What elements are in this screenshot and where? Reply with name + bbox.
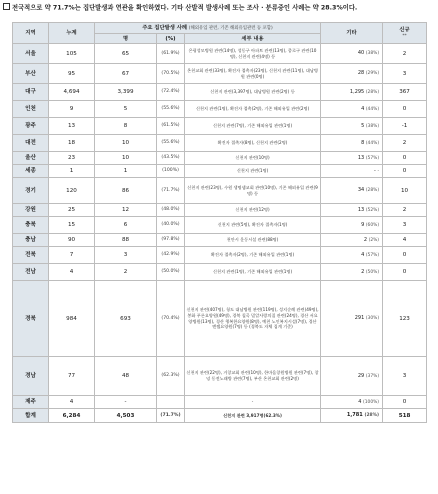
detail-cell: 신천지 관련(5명), 확진자 접촉자(1명) bbox=[185, 217, 321, 234]
etc-count: 8 bbox=[361, 139, 365, 146]
total-row bbox=[13, 409, 427, 423]
etc-cell bbox=[321, 281, 383, 357]
new-cases-cell: 518 bbox=[383, 409, 427, 423]
header-major-cases bbox=[95, 23, 321, 34]
detail-cell: 신천지 관련(3,397명), 대남병원 관련(2명) 등 bbox=[185, 84, 321, 101]
cumulative-cell: 25 bbox=[49, 204, 95, 217]
table-row bbox=[13, 101, 427, 118]
cluster-percent-cell bbox=[157, 396, 185, 409]
etc-percent: (28%) bbox=[364, 413, 380, 418]
table-row bbox=[13, 44, 427, 64]
detail-cell: 신천지 관련(22명), 거창교회 관련(10명), 한마음창원병원 관련(7명), 창녕 동전노래방 관련(7명), 부산 온천교회 관련(2명) bbox=[185, 357, 321, 396]
etc-percent: (37%) bbox=[365, 373, 380, 379]
region-cell: 충북 bbox=[13, 217, 49, 234]
region-cell: 세종 bbox=[13, 165, 49, 178]
cluster-count-cell: 10 bbox=[95, 152, 157, 165]
etc-percent: (29%) bbox=[365, 71, 380, 76]
cumulative-cell: 4 bbox=[49, 264, 95, 281]
caption-text: 전국적으로 약 71.7%는 집단발생과 연관을 확인하였다. 기타 산발적 발생사례 또는 조사 · 분류중인 사례는 약 28.3%이다. bbox=[12, 4, 358, 12]
etc-percent: (57%) bbox=[365, 252, 380, 258]
etc-count: 29 bbox=[357, 372, 365, 379]
detail-cell: 온천교회 관련(33명), 확진자 접촉자(23명), 신천지 관련(11명), 대남병원 관련(0명) bbox=[185, 64, 321, 84]
etc-cell bbox=[321, 217, 383, 234]
new-cases-cell: 10 bbox=[383, 178, 427, 204]
cluster-count-cell: 4,503 bbox=[95, 409, 157, 423]
table-row bbox=[13, 165, 427, 178]
region-cell: 대전 bbox=[13, 135, 49, 152]
etc-count: 2 bbox=[363, 236, 368, 243]
table-row bbox=[13, 357, 427, 396]
detail-cell: 신천지 관련(12명) bbox=[185, 204, 321, 217]
table-row bbox=[13, 234, 427, 247]
new-cases-cell: 4 bbox=[383, 234, 427, 247]
etc-count: - bbox=[374, 167, 376, 174]
etc-count: 28 bbox=[357, 70, 365, 76]
detail-cell: 신천지 관련(1명) bbox=[185, 165, 321, 178]
cluster-count-cell: 3 bbox=[95, 247, 157, 264]
new-cases-cell: 0 bbox=[383, 247, 427, 264]
etc-count: 5 bbox=[361, 122, 365, 129]
region-cell: 강원 bbox=[13, 204, 49, 217]
cluster-percent-cell: (71.7%) bbox=[157, 178, 185, 204]
etc-percent: (28%) bbox=[365, 188, 380, 193]
etc-cell bbox=[321, 118, 383, 135]
region-cell: 인천 bbox=[13, 101, 49, 118]
cluster-percent-cell: (70.4%) bbox=[157, 281, 185, 357]
detail-cell: - bbox=[185, 396, 321, 409]
cluster-percent-cell: (50.0%) bbox=[157, 264, 185, 281]
etc-cell bbox=[321, 178, 383, 204]
etc-percent: (38%) bbox=[365, 51, 380, 56]
region-cell: 대구 bbox=[13, 84, 49, 101]
cluster-count-cell: 2 bbox=[95, 264, 157, 281]
region-cell: 경북 bbox=[13, 281, 49, 357]
region-cell: 충남 bbox=[13, 234, 49, 247]
new-cases-cell: 2 bbox=[383, 135, 427, 152]
cumulative-cell: 77 bbox=[49, 357, 95, 396]
etc-percent: (44%) bbox=[365, 140, 380, 146]
header-etc: 기타 bbox=[321, 23, 383, 44]
cluster-percent-cell: (61.9%) bbox=[157, 44, 185, 64]
new-cases-cell: 2 bbox=[383, 204, 427, 217]
table-row bbox=[13, 281, 427, 357]
cluster-percent-cell: (40.0%) bbox=[157, 217, 185, 234]
header-new bbox=[383, 23, 427, 44]
table-row bbox=[13, 118, 427, 135]
cluster-count-cell: 65 bbox=[95, 44, 157, 64]
region-cell: 전남 bbox=[13, 264, 49, 281]
cluster-count-cell: 48 bbox=[95, 357, 157, 396]
cluster-count-cell: 10 bbox=[95, 135, 157, 152]
cluster-count-cell: 8 bbox=[95, 118, 157, 135]
cluster-count-cell: - bbox=[95, 396, 157, 409]
detail-cell: 신천지 관련(1명), 기존 해외유입 관련(1명) bbox=[185, 264, 321, 281]
new-cases-cell: 3 bbox=[383, 217, 427, 234]
new-cases-cell: 0 bbox=[383, 101, 427, 118]
cumulative-cell: 1 bbox=[49, 165, 95, 178]
header-major-subtitle: (해외유입 관련, 기존 해외유입관련 등 포함) bbox=[188, 25, 273, 31]
region-cell: 합계 bbox=[13, 409, 49, 423]
detail-cell: 확진자 접촉자(8명), 신천지 관련(2명) bbox=[185, 135, 321, 152]
etc-percent: (2%) bbox=[368, 237, 380, 243]
cluster-count-cell: 1 bbox=[95, 165, 157, 178]
table-row bbox=[13, 264, 427, 281]
cumulative-cell: 6,284 bbox=[49, 409, 95, 423]
etc-cell bbox=[321, 247, 383, 264]
table-row bbox=[13, 84, 427, 101]
etc-cell bbox=[321, 204, 383, 217]
header-detail: 세부 내용 bbox=[185, 34, 321, 44]
detail-cell: 신천지 관련(7명), 기존 해외유입 관련(1명) bbox=[185, 118, 321, 135]
etc-percent: (38%) bbox=[365, 123, 380, 129]
cumulative-cell: 984 bbox=[49, 281, 95, 357]
etc-percent: - bbox=[377, 168, 380, 174]
header-new-title: 신규 bbox=[399, 26, 410, 33]
etc-count: 9 bbox=[361, 221, 365, 228]
cumulative-cell: 120 bbox=[49, 178, 95, 204]
etc-percent: (52%) bbox=[365, 207, 380, 213]
etc-cell bbox=[321, 44, 383, 64]
cumulative-cell: 4,694 bbox=[49, 84, 95, 101]
cluster-count-cell: 6 bbox=[95, 217, 157, 234]
etc-count: 4 bbox=[361, 251, 365, 258]
etc-count: 4 bbox=[361, 105, 365, 112]
cumulative-cell: 9 bbox=[49, 101, 95, 118]
etc-percent: (60%) bbox=[365, 222, 380, 228]
detail-cell: 은평성모병원 관련(14명), 성동구 아파트 관련(13명), 종로구 관련(10명), 신천지 관련(4명) 등 bbox=[185, 44, 321, 64]
region-cell: 부산 bbox=[13, 64, 49, 84]
cumulative-cell: 7 bbox=[49, 247, 95, 264]
header-count: 명 bbox=[95, 34, 157, 44]
etc-cell bbox=[321, 409, 383, 423]
detail-cell: 신천지 관련(23명), 수원 생명샘교회 관련(10명), 기존 해외유입 관련(9명) 등 bbox=[185, 178, 321, 204]
header-region: 지역 bbox=[13, 23, 49, 44]
detail-cell: 천안시 운동시설 관련(88명) bbox=[185, 234, 321, 247]
cluster-percent-cell: (70.5%) bbox=[157, 64, 185, 84]
new-cases-cell: 0 bbox=[383, 396, 427, 409]
table-row bbox=[13, 135, 427, 152]
cumulative-cell: 18 bbox=[49, 135, 95, 152]
cluster-percent-cell: (71.7%) bbox=[157, 409, 185, 423]
cumulative-cell: 4 bbox=[49, 396, 95, 409]
etc-cell bbox=[321, 64, 383, 84]
detail-cell: 신천지 관련(10명) bbox=[185, 152, 321, 165]
header-new-note: ** bbox=[402, 33, 407, 39]
cluster-percent-cell: (42.9%) bbox=[157, 247, 185, 264]
etc-cell bbox=[321, 84, 383, 101]
new-cases-cell: 367 bbox=[383, 84, 427, 101]
detail-cell: 신천지 관련 3,917명(62.3%) bbox=[185, 409, 321, 423]
cluster-count-cell: 3,399 bbox=[95, 84, 157, 101]
detail-cell: 신천지 관련(1명), 확진자 접촉(2명), 기존 해외유입 관련(2명) bbox=[185, 101, 321, 118]
etc-count: 291 bbox=[354, 315, 365, 321]
table-row bbox=[13, 396, 427, 409]
table-row bbox=[13, 152, 427, 165]
etc-cell bbox=[321, 357, 383, 396]
cluster-count-cell: 693 bbox=[95, 281, 157, 357]
cluster-count-cell: 5 bbox=[95, 101, 157, 118]
table-row bbox=[13, 247, 427, 264]
cumulative-cell: 15 bbox=[49, 217, 95, 234]
etc-cell bbox=[321, 234, 383, 247]
etc-percent: (50%) bbox=[365, 269, 380, 275]
cluster-percent-cell: (100%) bbox=[157, 165, 185, 178]
cluster-count-cell: 67 bbox=[95, 64, 157, 84]
cumulative-cell: 90 bbox=[49, 234, 95, 247]
etc-count: 34 bbox=[357, 187, 365, 193]
region-cell: 경남 bbox=[13, 357, 49, 396]
new-cases-cell: 3 bbox=[383, 357, 427, 396]
region-cell: 울산 bbox=[13, 152, 49, 165]
etc-cell bbox=[321, 135, 383, 152]
cluster-percent-cell: (97.8%) bbox=[157, 234, 185, 247]
cluster-percent-cell: (72.4%) bbox=[157, 84, 185, 101]
region-cell: 제주 bbox=[13, 396, 49, 409]
detail-cell: 신천지 관련(407명), 청도 대남병원 관련(119명), 성지순례 관련(49명), 봉화 푸른요양원(49명), 경북 칠곡 밀알사랑의집 관련(24명), 경산 서요양병원(13명), 경산 행복한요양원(8명), 예천 노인복지시설(7명), 경산 엔젤요양원(7명) 등 (경북도 자체 집계 기준) bbox=[185, 281, 321, 357]
header-major-title: 주요 집단발생 사례 bbox=[142, 24, 187, 31]
new-cases-cell: 123 bbox=[383, 281, 427, 357]
cluster-percent-cell: (61.5%) bbox=[157, 118, 185, 135]
etc-cell bbox=[321, 152, 383, 165]
etc-percent: (30%) bbox=[365, 316, 380, 321]
table-row bbox=[13, 64, 427, 84]
new-cases-cell: 0 bbox=[383, 165, 427, 178]
etc-count: 1,295 bbox=[349, 88, 365, 95]
etc-count: 40 bbox=[357, 50, 365, 56]
table-row bbox=[13, 178, 427, 204]
new-cases-cell: 0 bbox=[383, 264, 427, 281]
region-cell: 광주 bbox=[13, 118, 49, 135]
cluster-percent-cell: (43.5%) bbox=[157, 152, 185, 165]
cumulative-cell: 105 bbox=[49, 44, 95, 64]
table-row bbox=[13, 204, 427, 217]
cumulative-cell: 13 bbox=[49, 118, 95, 135]
cluster-count-cell: 88 bbox=[95, 234, 157, 247]
etc-percent: (100%) bbox=[363, 399, 380, 405]
new-cases-cell: -1 bbox=[383, 118, 427, 135]
etc-count: 13 bbox=[357, 206, 365, 213]
etc-percent: (44%) bbox=[365, 106, 380, 112]
cluster-cases-table bbox=[12, 22, 427, 423]
etc-cell bbox=[321, 165, 383, 178]
table-row bbox=[13, 217, 427, 234]
cluster-count-cell: 86 bbox=[95, 178, 157, 204]
region-cell: 전북 bbox=[13, 247, 49, 264]
new-cases-cell: 2 bbox=[383, 44, 427, 64]
cluster-count-cell: 12 bbox=[95, 204, 157, 217]
cluster-percent-cell: (62.3%) bbox=[157, 357, 185, 396]
new-cases-cell: 0 bbox=[383, 152, 427, 165]
checkbox-bullet-icon bbox=[3, 3, 10, 10]
etc-percent: (57%) bbox=[365, 155, 380, 161]
table-body bbox=[13, 44, 427, 423]
etc-cell bbox=[321, 396, 383, 409]
etc-count: 1,781 bbox=[346, 412, 363, 418]
etc-count: 13 bbox=[357, 154, 365, 161]
cumulative-cell: 23 bbox=[49, 152, 95, 165]
cluster-percent-cell: (55.6%) bbox=[157, 101, 185, 118]
etc-percent: (28%) bbox=[365, 89, 380, 95]
header-cumulative: 누계 bbox=[49, 23, 95, 44]
etc-count: 4 bbox=[358, 398, 362, 405]
region-cell: 서울 bbox=[13, 44, 49, 64]
table-caption bbox=[3, 3, 435, 13]
etc-cell bbox=[321, 264, 383, 281]
cluster-percent-cell: (48.0%) bbox=[157, 204, 185, 217]
detail-cell: 확진자 접촉자(2명), 기존 해외유입 관련(1명) bbox=[185, 247, 321, 264]
header-percent: (%) bbox=[157, 34, 185, 44]
etc-cell bbox=[321, 101, 383, 118]
cluster-percent-cell: (55.6%) bbox=[157, 135, 185, 152]
etc-count: 2 bbox=[361, 268, 365, 275]
cumulative-cell: 95 bbox=[49, 64, 95, 84]
new-cases-cell: 3 bbox=[383, 64, 427, 84]
region-cell: 경기 bbox=[13, 178, 49, 204]
